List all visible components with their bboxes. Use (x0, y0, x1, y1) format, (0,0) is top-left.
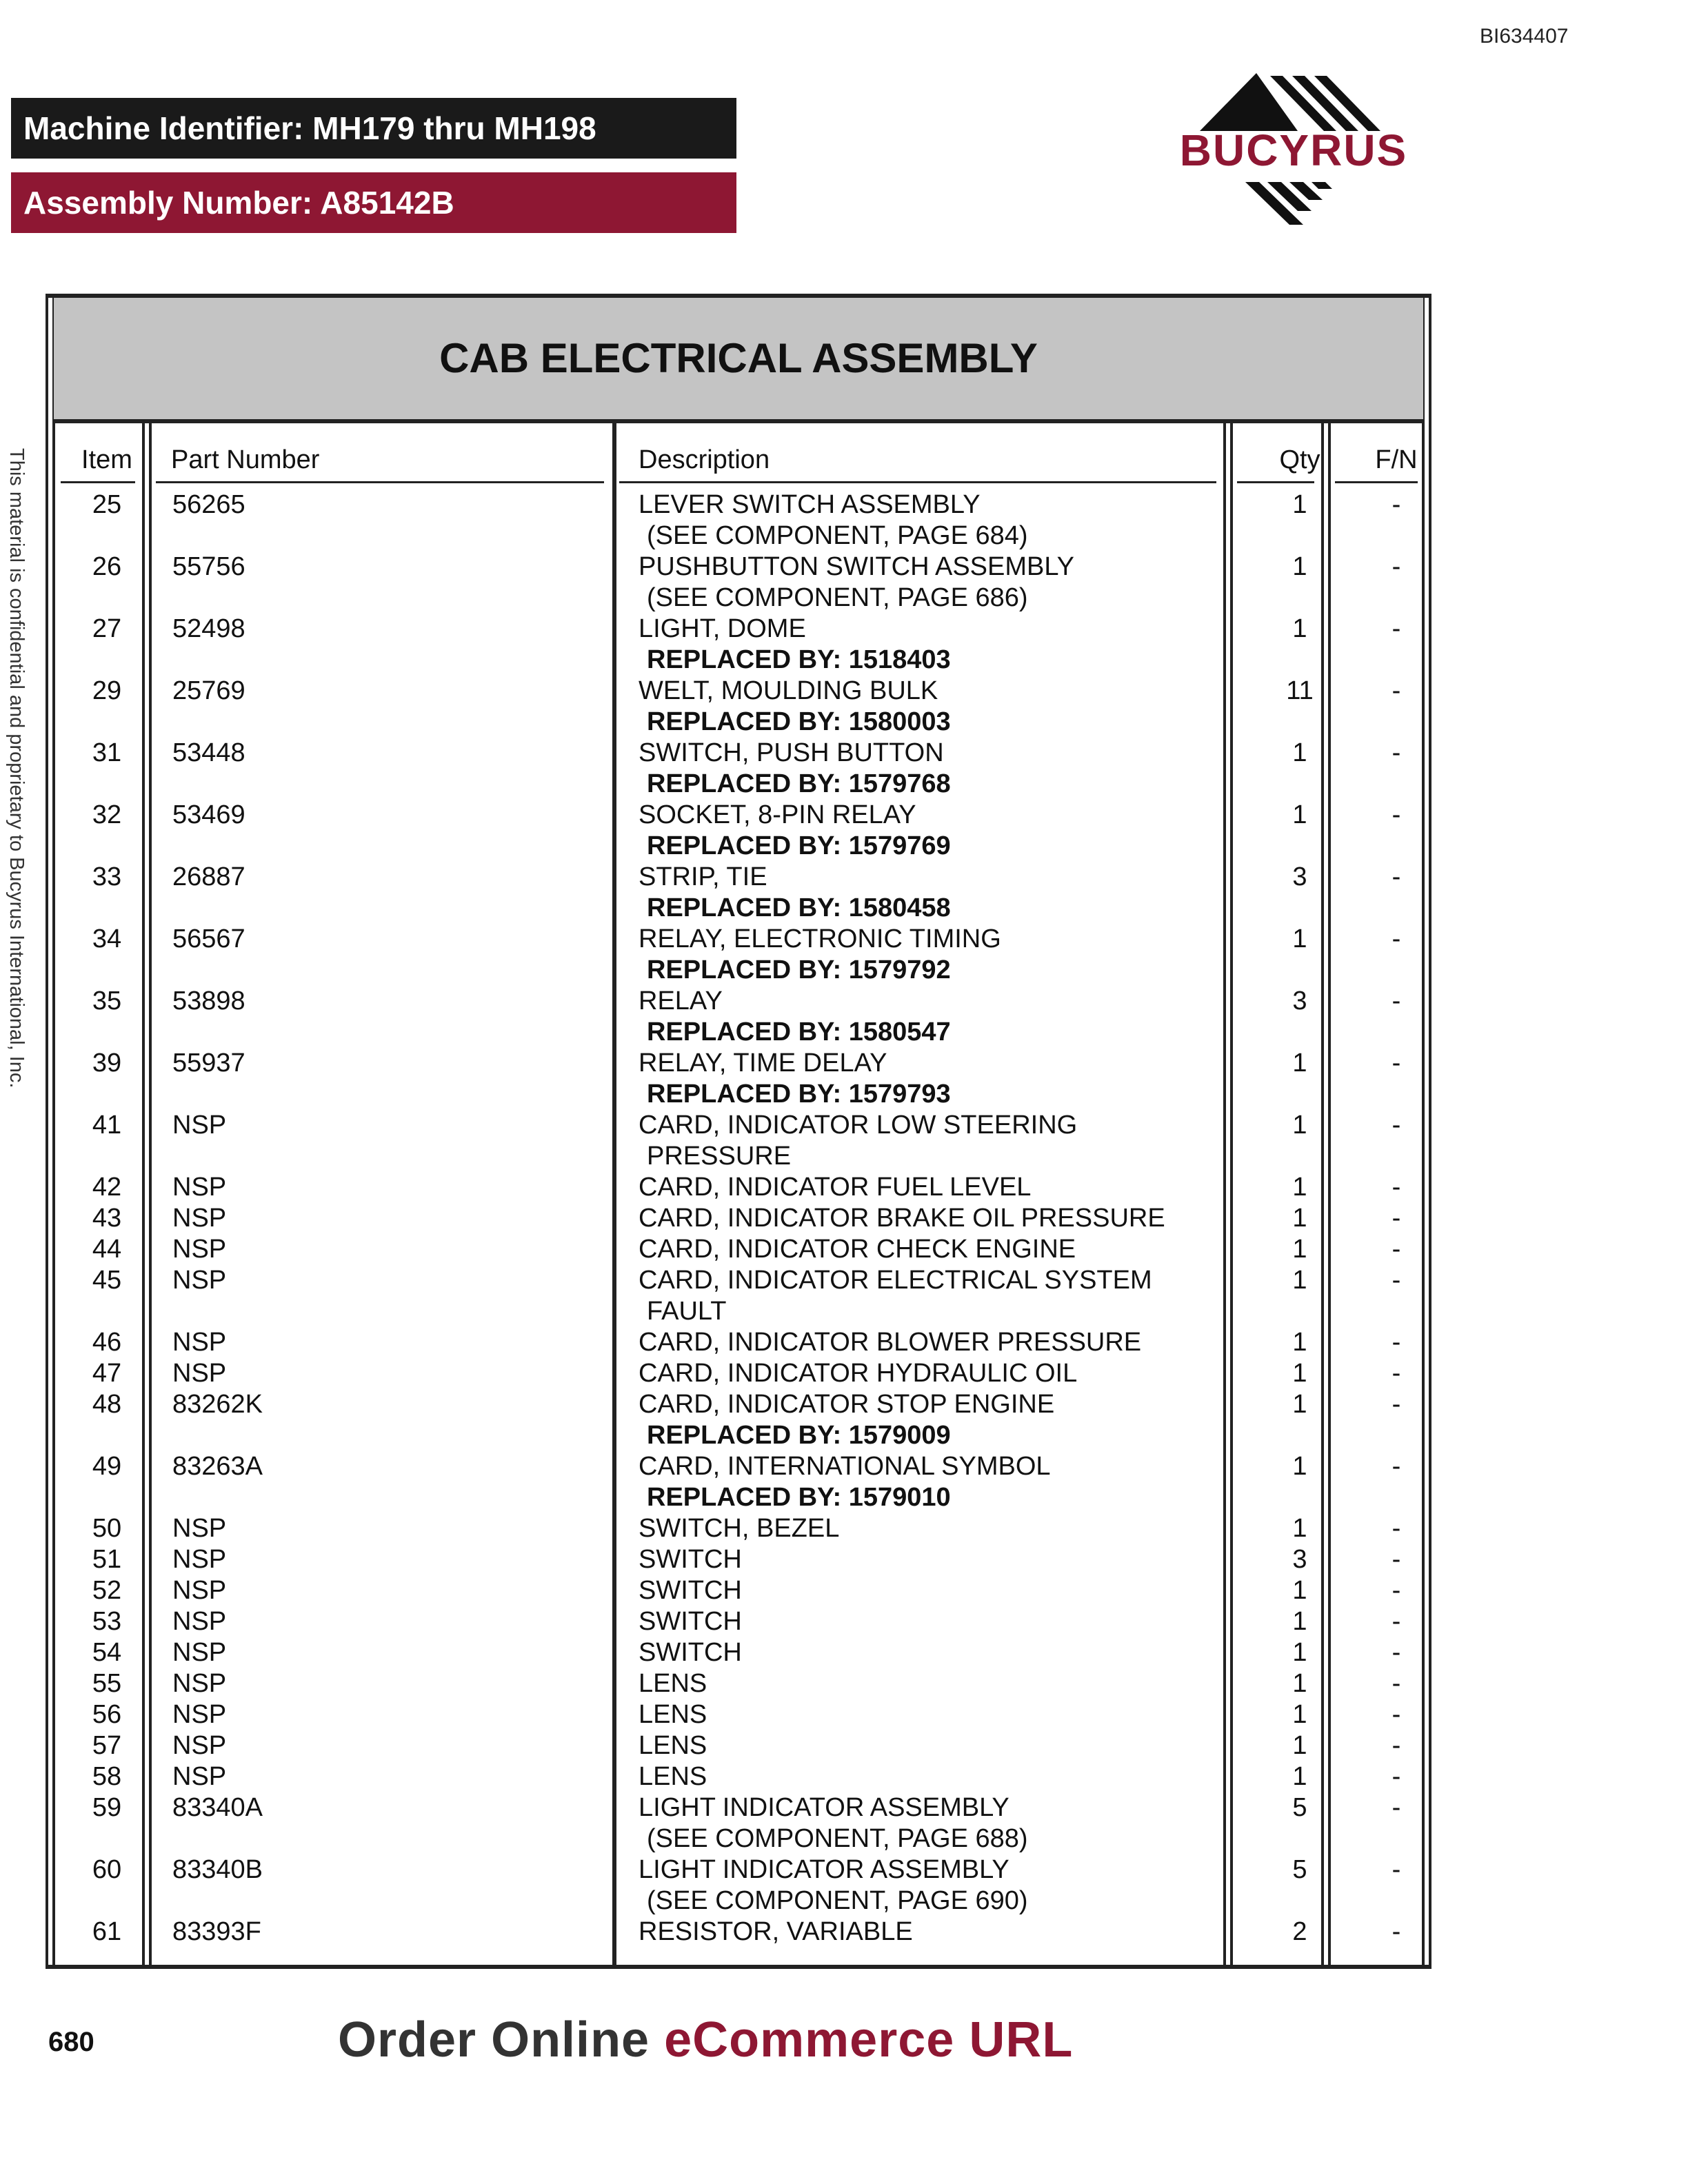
description-cell: LENS (639, 1731, 707, 1760)
part-number-cell: NSP (172, 1669, 227, 1698)
description-continuation: PRESSURE (647, 1142, 792, 1171)
description-cell: CARD, INDICATOR BRAKE OIL PRESSURE (639, 1204, 1165, 1233)
part-number-cell: 83340B (172, 1855, 263, 1884)
part-number-cell: 55756 (172, 552, 245, 581)
fn-cell: - (1391, 1452, 1401, 1481)
item-cell: 59 (92, 1793, 122, 1822)
fn-cell: - (1391, 1514, 1401, 1543)
part-number-cell: 53448 (172, 738, 245, 767)
qty-cell: 3 (1292, 987, 1307, 1015)
description-cell: SWITCH (639, 1545, 742, 1574)
fn-cell: - (1391, 614, 1401, 643)
qty-cell: 1 (1292, 1638, 1307, 1667)
item-cell: 34 (92, 924, 122, 953)
description-cell: SWITCH, BEZEL (639, 1514, 840, 1543)
part-number-cell: 52498 (172, 614, 245, 643)
part-number-cell: NSP (172, 1731, 227, 1760)
item-cell: 46 (92, 1328, 122, 1357)
qty-cell: 1 (1292, 924, 1307, 953)
fn-cell: - (1391, 1793, 1401, 1822)
qty-cell: 1 (1292, 1607, 1307, 1636)
description-cell: SWITCH, PUSH BUTTON (639, 738, 944, 767)
item-cell: 35 (92, 987, 122, 1015)
replacement-note: REPLACED BY: 1580003 (647, 707, 951, 736)
fn-cell: - (1391, 1700, 1401, 1729)
part-number-cell: NSP (172, 1700, 227, 1729)
parts-table (46, 294, 1431, 1969)
replacement-note: REPLACED BY: 1579792 (647, 956, 951, 984)
description-cell: CARD, INDICATOR LOW STEERING (639, 1111, 1078, 1140)
item-cell: 29 (92, 676, 122, 705)
item-cell: 52 (92, 1576, 122, 1605)
description-cell: RELAY (639, 987, 723, 1015)
col-header-part-number: Part Number (171, 445, 320, 474)
description-continuation: (SEE COMPONENT, PAGE 688) (647, 1824, 1028, 1853)
part-number-cell: 83393F (172, 1917, 261, 1946)
fn-cell: - (1391, 1390, 1401, 1419)
description-continuation: (SEE COMPONENT, PAGE 690) (647, 1886, 1028, 1915)
description-continuation: FAULT (647, 1297, 727, 1326)
fn-cell: - (1391, 1731, 1401, 1760)
item-cell: 56 (92, 1700, 122, 1729)
item-cell: 32 (92, 800, 122, 829)
item-cell: 45 (92, 1266, 122, 1295)
item-cell: 54 (92, 1638, 122, 1667)
qty-cell: 1 (1292, 1576, 1307, 1605)
fn-cell: - (1391, 1328, 1401, 1357)
qty-cell: 1 (1292, 1359, 1307, 1388)
fn-cell: - (1391, 1855, 1401, 1884)
description-continuation: (SEE COMPONENT, PAGE 686) (647, 583, 1028, 612)
qty-cell: 1 (1292, 1452, 1307, 1481)
description-cell: SOCKET, 8-PIN RELAY (639, 800, 916, 829)
description-cell: CARD, INDICATOR FUEL LEVEL (639, 1173, 1032, 1202)
part-number-cell: NSP (172, 1111, 227, 1140)
qty-cell: 1 (1292, 1390, 1307, 1419)
fn-cell: - (1391, 1638, 1401, 1667)
description-cell: CARD, INDICATOR STOP ENGINE (639, 1390, 1055, 1419)
item-cell: 55 (92, 1669, 122, 1698)
qty-cell: 1 (1292, 1700, 1307, 1729)
description-cell: CARD, INDICATOR CHECK ENGINE (639, 1235, 1076, 1264)
part-number-cell: NSP (172, 1576, 227, 1605)
description-cell: LENS (639, 1762, 707, 1791)
item-cell: 48 (92, 1390, 122, 1419)
qty-cell: 1 (1292, 800, 1307, 829)
qty-cell: 2 (1292, 1917, 1307, 1946)
description-cell: LIGHT INDICATOR ASSEMBLY (639, 1855, 1009, 1884)
col-header-fn: F/N (1375, 445, 1418, 474)
part-number-cell: NSP (172, 1204, 227, 1233)
qty-cell: 1 (1292, 1266, 1307, 1295)
qty-cell: 1 (1292, 1111, 1307, 1140)
description-cell: CARD, INDICATOR ELECTRICAL SYSTEM (639, 1266, 1152, 1295)
item-cell: 41 (92, 1111, 122, 1140)
replacement-note: REPLACED BY: 1579793 (647, 1080, 951, 1109)
fn-cell: - (1391, 1607, 1401, 1636)
order-online-link[interactable] (338, 2012, 1073, 2068)
qty-cell: 3 (1292, 1545, 1307, 1574)
item-cell: 27 (92, 614, 122, 643)
col-header-description: Description (639, 445, 770, 474)
part-number-cell: NSP (172, 1607, 227, 1636)
fn-cell: - (1391, 862, 1401, 891)
part-number-cell: 53469 (172, 800, 245, 829)
fn-cell: - (1391, 676, 1401, 705)
qty-cell: 1 (1292, 1762, 1307, 1791)
description-cell: STRIP, TIE (639, 862, 767, 891)
page-number: 680 (48, 2027, 94, 2057)
part-number-cell: NSP (172, 1266, 227, 1295)
qty-cell: 1 (1292, 1173, 1307, 1202)
replacement-note: REPLACED BY: 1579010 (647, 1483, 951, 1512)
fn-cell: - (1391, 800, 1401, 829)
item-cell: 26 (92, 552, 122, 581)
item-cell: 39 (92, 1049, 122, 1078)
part-number-cell: 83262K (172, 1390, 263, 1419)
replacement-note: REPLACED BY: 1580458 (647, 893, 951, 922)
description-cell: CARD, INDICATOR BLOWER PRESSURE (639, 1328, 1142, 1357)
description-continuation: (SEE COMPONENT, PAGE 684) (647, 521, 1028, 550)
item-cell: 58 (92, 1762, 122, 1791)
fn-cell: - (1391, 552, 1401, 581)
item-cell: 25 (92, 490, 122, 519)
description-cell: LEVER SWITCH ASSEMBLY (639, 490, 981, 519)
replacement-note: REPLACED BY: 1518403 (647, 645, 951, 674)
fn-cell: - (1391, 1917, 1401, 1946)
fn-cell: - (1391, 1669, 1401, 1698)
item-cell: 42 (92, 1173, 122, 1202)
qty-cell: 1 (1292, 1204, 1307, 1233)
part-number-cell: NSP (172, 1762, 227, 1791)
description-cell: CARD, INDICATOR HYDRAULIC OIL (639, 1359, 1078, 1388)
item-cell: 61 (92, 1917, 122, 1946)
part-number-cell: 56265 (172, 490, 245, 519)
part-number-cell: 83263A (172, 1452, 263, 1481)
qty-cell: 1 (1292, 1328, 1307, 1357)
description-cell: SWITCH (639, 1607, 742, 1636)
fn-cell: - (1391, 1762, 1401, 1791)
confidentiality-note: This material is confidential and proprietary to Bucyrus International, Inc. (6, 448, 28, 1089)
part-number-cell: NSP (172, 1173, 227, 1202)
fn-cell: - (1391, 1049, 1401, 1078)
description-cell: WELT, MOULDING BULK (639, 676, 938, 705)
fn-cell: - (1391, 1204, 1401, 1233)
machine-identifier-banner: Machine Identifier: MH179 thru MH198 (11, 98, 736, 159)
description-cell: PUSHBUTTON SWITCH ASSEMBLY (639, 552, 1075, 581)
replacement-note: REPLACED BY: 1579769 (647, 831, 951, 860)
part-number-cell: 25769 (172, 676, 245, 705)
table-title-bar (54, 298, 1423, 423)
item-cell: 49 (92, 1452, 122, 1481)
table-title: CAB ELECTRICAL ASSEMBLY (439, 335, 1038, 381)
part-number-cell: 56567 (172, 924, 245, 953)
description-cell: SWITCH (639, 1638, 742, 1667)
item-cell: 60 (92, 1855, 122, 1884)
logo-text: BUCYRUS (1179, 125, 1408, 175)
part-number-cell: 55937 (172, 1049, 245, 1078)
replacement-note: REPLACED BY: 1579009 (647, 1421, 951, 1450)
part-number-cell: 53898 (172, 987, 245, 1015)
qty-cell: 5 (1292, 1855, 1307, 1884)
document-code: BI634407 (1480, 25, 1569, 48)
fn-cell: - (1391, 1111, 1401, 1140)
qty-cell: 1 (1292, 552, 1307, 581)
qty-cell: 1 (1292, 738, 1307, 767)
item-cell: 33 (92, 862, 122, 891)
description-cell: RELAY, TIME DELAY (639, 1049, 887, 1078)
description-cell: CARD, INTERNATIONAL SYMBOL (639, 1452, 1051, 1481)
item-cell: 44 (92, 1235, 122, 1264)
item-cell: 51 (92, 1545, 122, 1574)
col-header-item: Item (81, 445, 132, 474)
order-online-text: Order Online (338, 2012, 650, 2067)
description-cell: LIGHT INDICATOR ASSEMBLY (639, 1793, 1009, 1822)
part-number-cell: NSP (172, 1328, 227, 1357)
qty-cell: 1 (1292, 614, 1307, 643)
item-cell: 53 (92, 1607, 122, 1636)
item-cell: 50 (92, 1514, 122, 1543)
qty-cell: 1 (1292, 1731, 1307, 1760)
item-cell: 31 (92, 738, 122, 767)
fn-cell: - (1391, 1359, 1401, 1388)
item-cell: 47 (92, 1359, 122, 1388)
fn-cell: - (1391, 490, 1401, 519)
fn-cell: - (1391, 924, 1401, 953)
qty-cell: 3 (1292, 862, 1307, 891)
qty-cell: 5 (1292, 1793, 1307, 1822)
description-cell: LENS (639, 1669, 707, 1698)
part-number-cell: NSP (172, 1638, 227, 1667)
part-number-cell: 26887 (172, 862, 245, 891)
qty-cell: 1 (1292, 1514, 1307, 1543)
part-number-cell: NSP (172, 1545, 227, 1574)
item-cell: 43 (92, 1204, 122, 1233)
description-cell: LENS (639, 1700, 707, 1729)
item-cell: 57 (92, 1731, 122, 1760)
assembly-number-banner: Assembly Number: A85142B (11, 172, 736, 233)
bucyrus-logo (1156, 69, 1431, 241)
fn-cell: - (1391, 1173, 1401, 1202)
description-cell: RESISTOR, VARIABLE (639, 1917, 913, 1946)
part-number-cell: NSP (172, 1359, 227, 1388)
fn-cell: - (1391, 1545, 1401, 1574)
part-number-cell: NSP (172, 1235, 227, 1264)
col-header-qty: Qty (1279, 445, 1320, 474)
description-cell: SWITCH (639, 1576, 742, 1605)
fn-cell: - (1391, 1235, 1401, 1264)
qty-cell: 1 (1292, 1049, 1307, 1078)
qty-cell: 1 (1292, 490, 1307, 519)
part-number-cell: NSP (172, 1514, 227, 1543)
replacement-note: REPLACED BY: 1580547 (647, 1018, 951, 1046)
ecommerce-url-text: eCommerce URL (664, 2012, 1074, 2067)
fn-cell: - (1391, 1266, 1401, 1295)
part-number-cell: 83340A (172, 1793, 263, 1822)
fn-cell: - (1391, 1576, 1401, 1605)
qty-cell: 11 (1286, 676, 1314, 705)
fn-cell: - (1391, 987, 1401, 1015)
fn-cell: - (1391, 738, 1401, 767)
qty-cell: 1 (1292, 1669, 1307, 1698)
description-cell: RELAY, ELECTRONIC TIMING (639, 924, 1001, 953)
replacement-note: REPLACED BY: 1579768 (647, 769, 951, 798)
qty-cell: 1 (1292, 1235, 1307, 1264)
description-cell: LIGHT, DOME (639, 614, 806, 643)
